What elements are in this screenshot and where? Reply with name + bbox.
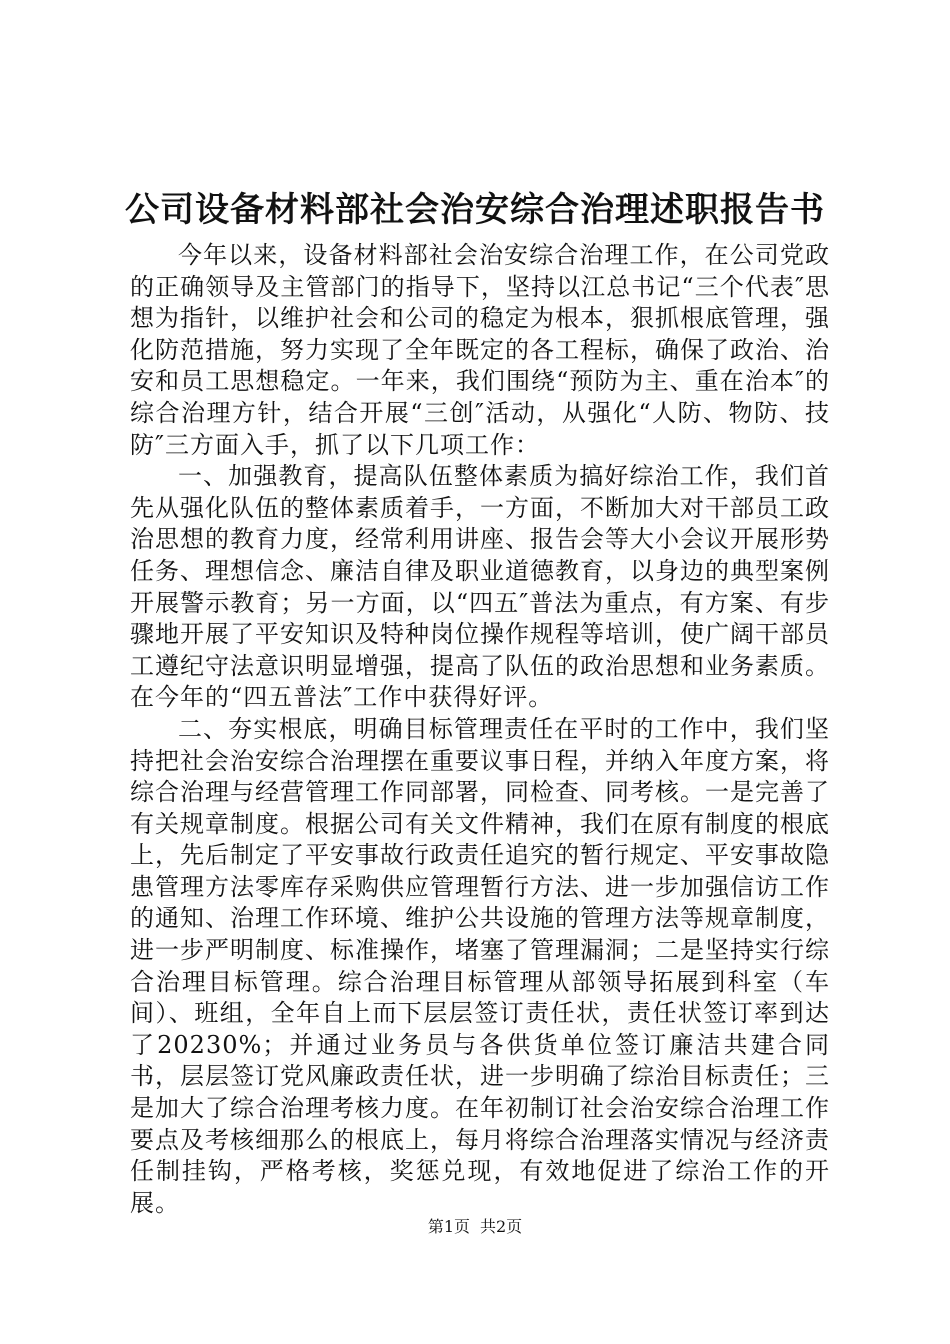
document-body (130, 240, 830, 1219)
page-total: 共2页 (480, 1217, 523, 1236)
paragraph-intro: 今年以来，设备材料部社会治安综合治理工作，在公司党政的正确领导及主管部门的指导下，坚持以江总书记“三个代表″思想为指针，以维护社会和公司的稳定为根本，狠抓根底管理，强化防范措施，努力实现了全年既定的各工程标，确保了政治、治安和员工思想稳定。一年来，我们围绕“预防为主、重在治本″的综合治理方针，结合开展“三创″活动，从强化“人防、物防、技防″三方面入手，抓了以下几项工作： (130, 241, 830, 459)
paragraph-section-2: 二、夯实根底，明确目标管理责任在平时的工作中，我们坚持把社会治安综合治理摆在重要议事日程，并纳入年度方案，将综合治理与经营管理工作同部署，同检查、同考核。一是完善了有关规章制度。根据公司有关文件精神，我们在原有制度的根底上，先后制定了平安事故行政责任追究的暂行规定、平安事故隐患管理方法零库存采购供应管理暂行方法、进一步加强信访工作的通知、治理工作环境、维护公共设施的管理方法等规章制度，进一步严明制度、标准操作，堵塞了管理漏洞；二是坚持实行综合治理目标管理。综合治理目标管理从部领导拓展到科室（车间）、班组，全年自上而下层层签订责任状，责任状签订率到达了20230%；并通过业务员与各供货单位签订廉洁共建合同书，层层签订党风廉政责任状，进一步明确了综治目标责任；三是加大了综合治理考核力度。在年初制订社会治安综合治理工作要点及考核细那么的根底上，每月将综合治理落实情况与经济责任制挂钩，严格考核，奖惩兑现，有效地促进了综治工作的开展。 (130, 714, 830, 1217)
page-footer (0, 1216, 950, 1238)
page-number: 第1页 (427, 1217, 470, 1236)
paragraph-section-1: 一、加强教育，提高队伍整体素质为搞好综治工作，我们首先从强化队伍的整体素质着手，一方面，不断加大对干部员工政治思想的教育力度，经常利用讲座、报告会等大小会议开展形势任务、理想信念、廉洁自律及职业道德教育，以身边的典型案例开展警示教育；另一方面，以“四五″普法为重点，有方案、有步骤地开展了平安知识及特种岗位操作规程等培训，使广阔干部员工遵纪守法意识明显增强，提高了队伍的政治思想和业务素质。在今年的“四五普法″工作中获得好评。 (130, 462, 830, 712)
document-title: 公司设备材料部社会治安综合治理述职报告书 (125, 190, 825, 230)
